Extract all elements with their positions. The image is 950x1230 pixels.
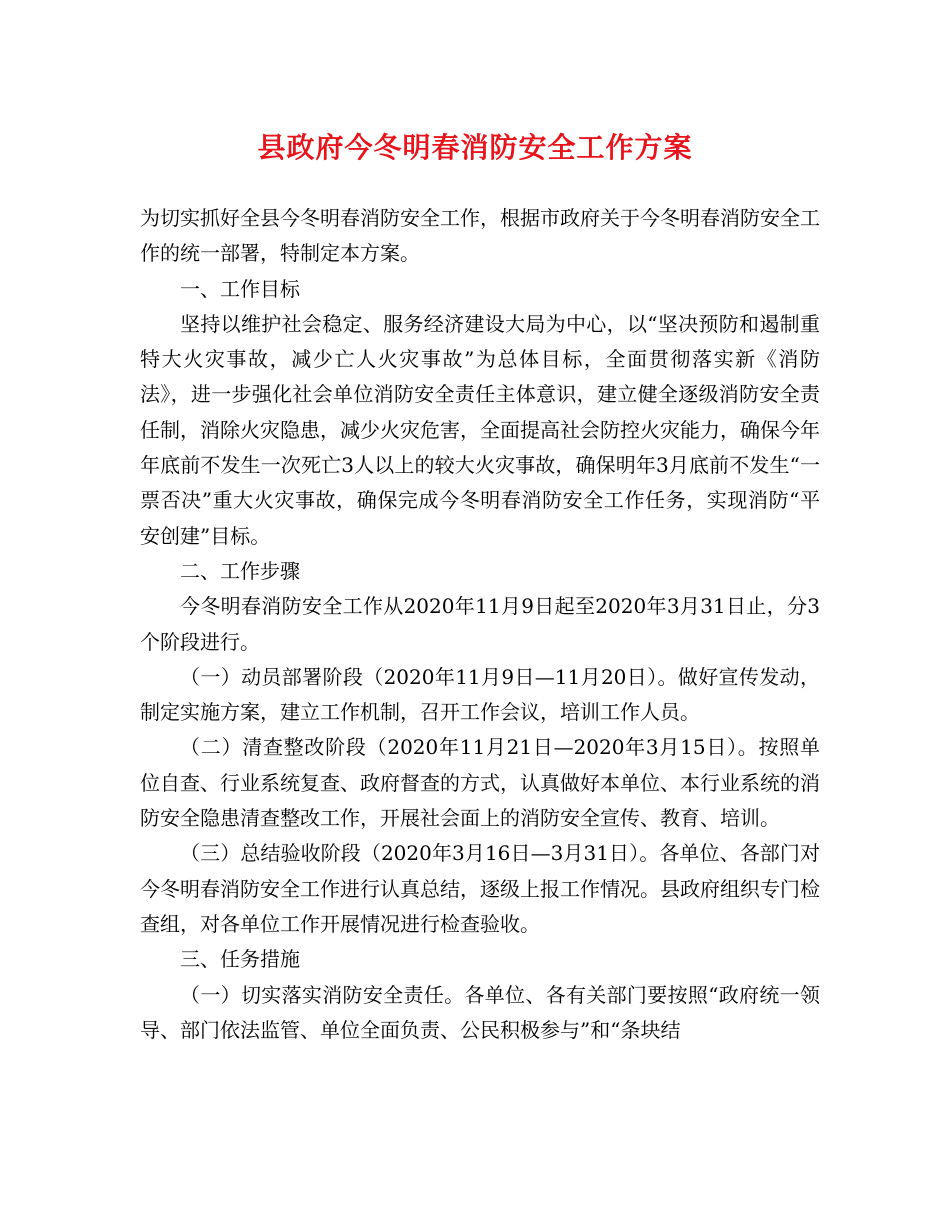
work-steps-overview-paragraph: 今冬明春消防安全工作从2020年11月9日起至2020年3月31日止，分3个阶段进行。 <box>140 594 820 654</box>
work-goal-paragraph: 坚持以维护社会稳定、服务经济建设大局为中心，以“坚决预防和遏制重特大火灾事故，减少亡人火灾事故”为总体目标，全面贯彻落实新《消防法》，进一步强化社会单位消防安全责任主体意识，建立健全逐级消防安全责任制，消除火灾隐患，减少火灾危害，全面提高社会防控火灾能力，确保今年年底前不发生一次死亡3人以上的较大火灾事故，确保明年3月底前不发生“一票否决”重大火灾事故，确保完成今冬明春消防安全工作任务，实现消防“平安创建”目标。 <box>140 311 820 548</box>
step-one-paragraph: （一）动员部署阶段（2020年11月9日—11月20日）。做好宣传发动，制定实施方案，建立工作机制，召开工作会议，培训工作人员。 <box>140 664 820 725</box>
step-two-paragraph: （二）清查整改阶段（2020年11月21日—2020年3月15日）。按照单位自查、行业系统复查、政府督查的方式，认真做好本单位、本行业系统的消防安全隐患清查整改工作，开展社会面上的消防安全宣传、教育、培训。 <box>140 735 820 831</box>
document-body <box>140 201 820 1048</box>
section-heading-task-measures: 三、任务措施 <box>180 947 300 972</box>
intro-paragraph: 为切实抓好全县今冬明春消防安全工作，根据市政府关于今冬明春消防安全工作的统一部署，特制定本方案。 <box>140 206 820 266</box>
document-title: 县政府今冬明春消防安全工作方案 <box>257 131 693 164</box>
step-three-paragraph: （三）总结验收阶段（2020年3月16日—3月31日）。各单位、各部门对今冬明春消防安全工作进行认真总结，逐级上报工作情况。县政府组织专门检查组，对各单位工作开展情况进行检查验收。 <box>140 841 820 936</box>
section-heading-work-steps: 二、工作步骤 <box>180 558 300 583</box>
task-one-paragraph: （一）切实落实消防安全责任。各单位、各有关部门要按照“政府统一领导、部门依法监管、单位全面负责、公民积极参与”和“条块结 <box>140 982 820 1042</box>
section-heading-work-goal: 一、工作目标 <box>180 276 300 301</box>
